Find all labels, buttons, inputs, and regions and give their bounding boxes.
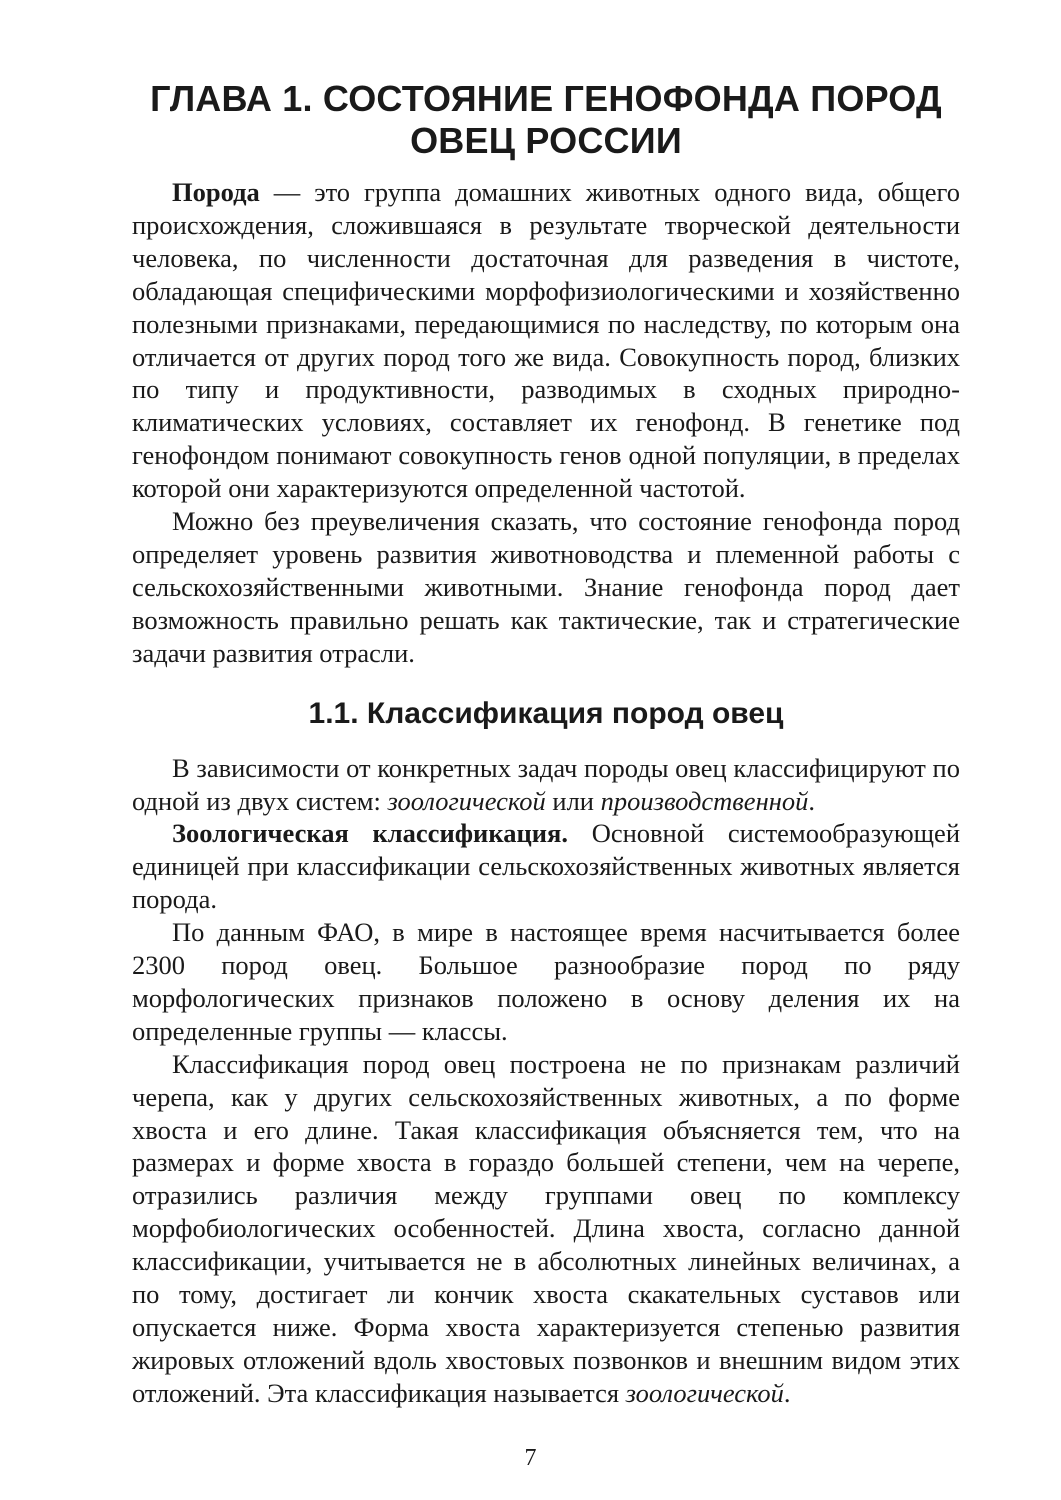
paragraph-text: Классификация пород овец построена не по признакам различий черепа, как у других сельскохозяйственных животных, а по форме хвоста и его длине. Такая классификация объясняется тем, что на размерах и форме хвоста в гораздо большей степени, чем на черепе, отразились различия между группами овец по комплексу морфобиологических особенностей. Длина хвоста, согласно данной классификации, учитывается не в абсолютных линейных величинах, а по тому, достигает ли кончик хвоста скакательных суставов или опускается ниже. Форма хвоста характеризуется степенью развития жировых отложений вдоль хвостовых позвонков и внешним видом этих отложений. Эта классификация называется	[132, 1048, 960, 1408]
paragraph-tail-classification	[132, 1048, 960, 1410]
page-content	[132, 78, 960, 1410]
paragraph-text: — это группа домашних животных одного вида, общего происхождения, сложившаяся в результате творческой деятельности человека, по численности достаточная для разведения в чистоте, обладающая специфическими морфофизиологическими и хозяйственно полезными признаками, передающимися по наследству, по которым она отличается от других пород того же вида. Совокупность пород, близких по типу и продуктивности, разводимых в сходных природно-климатических условиях, составляет их генофонд. В генетике под генофондом понимают совокупность генов одной популяции, в пределах которой они характеризуются определенной частотой.	[132, 177, 960, 504]
chapter-title	[132, 78, 960, 162]
paragraph-breed-definition	[132, 176, 960, 505]
term-production: производственной	[600, 785, 809, 816]
paragraph-text: Основной системообразующей единицей при классификации сельскохозяйственных животных является порода.	[132, 818, 960, 915]
paragraph-zoological-classification	[132, 817, 960, 916]
paragraph-text: .	[808, 785, 815, 816]
term-zoological-classification: Зоологическая классификация.	[172, 818, 568, 849]
term-zoological: зоологической	[387, 785, 546, 816]
paragraph-text: По данным ФАО, в мире в настоящее время насчитывается более 2300 пород овец. Большое разнообразие пород по ряду морфологических признаков положено в основу деления их на определенные группы — классы.	[132, 917, 960, 1046]
chapter-title-line-1: ГЛАВА 1. СОСТОЯНИЕ ГЕНОФОНДА ПОРОД	[150, 78, 942, 119]
section-title: 1.1. Классификация пород овец	[308, 696, 784, 730]
page-number: 7	[524, 1445, 537, 1471]
chapter-title-line-2: ОВЕЦ РОССИИ	[410, 120, 682, 161]
paragraph-text: или	[545, 785, 601, 816]
paragraph-text: В зависимости от конкретных задач породы овец классифицируют по одной из двух систем:	[132, 752, 960, 816]
term-breed: Порода	[172, 177, 260, 207]
paragraph-genofond-importance	[132, 505, 960, 670]
paragraph-classification-systems	[132, 752, 960, 818]
paragraph-text: .	[783, 1377, 791, 1408]
paragraph-text: Можно без преувеличения сказать, что состояние генофонда пород определяет уровень развития животноводства и племенной работы с сельскохозяйственными животными. Знание генофонда пород дает возможность правильно решать как тактические, так и стратегические задачи развития отрасли.	[132, 506, 960, 668]
paragraph-fao-data	[132, 916, 960, 1048]
term-zoological: зоологической	[625, 1377, 784, 1408]
